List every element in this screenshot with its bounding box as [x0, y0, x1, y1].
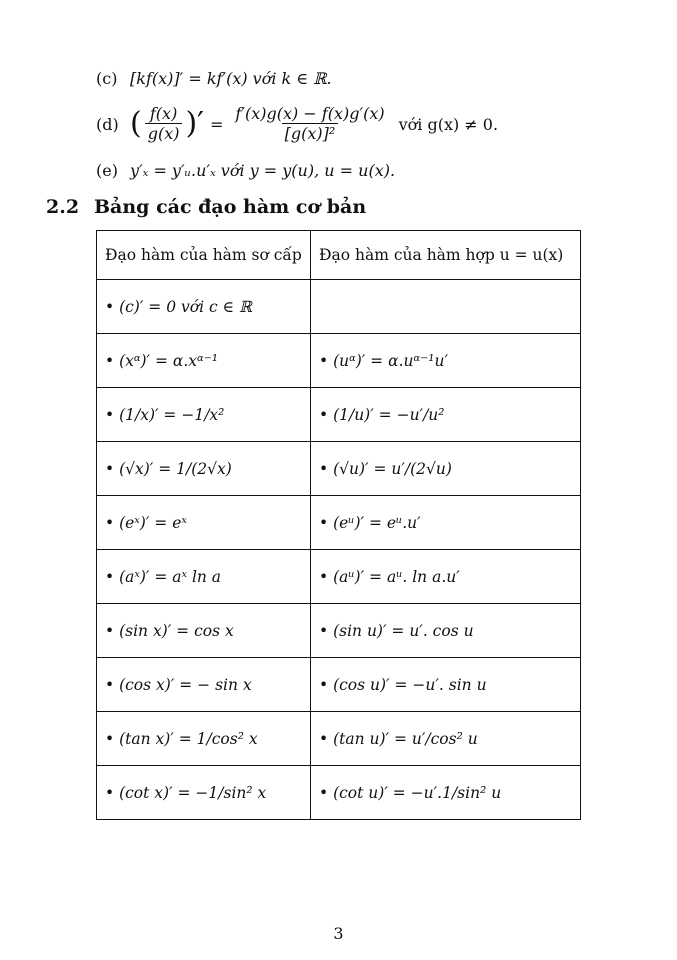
rule-formula: y′ₓ = y′ᵤ.u′ₓ với y = y(u), u = u(x). [130, 160, 396, 180]
table-row [97, 766, 581, 820]
table-cell: • (1/u)′ = −u′/u² [311, 388, 581, 442]
table-cell: • (cot x)′ = −1/sin² x [97, 766, 311, 820]
table-row [97, 280, 581, 334]
table-cell: • (cot u)′ = −u′.1/sin² u [311, 766, 581, 820]
header-elementary: Đạo hàm của hàm sơ cấp [97, 231, 311, 280]
table-cell: • (1/x)′ = −1/x² [97, 388, 311, 442]
rule-condition: với g(x) ≠ 0. [398, 114, 499, 134]
table-cell: • (xᵅ)′ = α.xᵅ⁻¹ [97, 334, 311, 388]
right-paren: )′ [185, 106, 204, 141]
section-heading [46, 196, 366, 218]
quotient-fraction [145, 105, 183, 144]
table-cell: • (eˣ)′ = eˣ [97, 496, 311, 550]
table-row [97, 658, 581, 712]
fraction-denominator: [g(x)]² [282, 123, 339, 143]
rule-label: (d) [96, 114, 119, 134]
section-title: Bảng các đạo hàm cơ bản [94, 196, 367, 218]
derivative-rules-list [96, 62, 616, 186]
table-cell: • (sin u)′ = u′. cos u [311, 604, 581, 658]
table-row [97, 334, 581, 388]
table-cell: • (cos x)′ = − sin x [97, 658, 311, 712]
left-paren: ( [130, 106, 142, 141]
table-cell: • (uᵅ)′ = α.uᵅ⁻¹u′ [311, 334, 581, 388]
table-cell: • (tan u)′ = u′/cos² u [311, 712, 581, 766]
table-cell: • (cos u)′ = −u′. sin u [311, 658, 581, 712]
table-row [97, 442, 581, 496]
table-row [97, 388, 581, 442]
table-cell: • (aˣ)′ = aˣ ln a [97, 550, 311, 604]
table-cell: • (aᵘ)′ = aᵘ. ln a.u′ [311, 550, 581, 604]
table-row [97, 712, 581, 766]
fraction-numerator: f′(x)g(x) − f(x)g′(x) [235, 103, 385, 123]
table-row [97, 496, 581, 550]
fraction-numerator: f(x) [149, 103, 178, 123]
rule-label: (c) [96, 68, 118, 88]
table-cell: • (√u)′ = u′/(2√u) [311, 442, 581, 496]
rule-label: (e) [96, 160, 118, 180]
table-cell: • (sin x)′ = cos x [97, 604, 311, 658]
rule-e [96, 154, 616, 186]
quotient-rule-fraction [232, 105, 387, 144]
table-cell: • (eᵘ)′ = eᵘ.u′ [311, 496, 581, 550]
rule-formula: [kf(x)]′ = kf′(x) với k ∈ ℝ. [130, 68, 332, 88]
page-number: 3 [333, 924, 344, 943]
equals-sign: = [209, 114, 224, 134]
table-cell: • (tan x)′ = 1/cos² x [97, 712, 311, 766]
table-cell: • (√x)′ = 1/(2√x) [97, 442, 311, 496]
table-header-row [97, 231, 581, 280]
table-cell: • (c)′ = 0 với c ∈ ℝ [97, 280, 311, 334]
table-cell [311, 280, 581, 334]
rule-c [96, 62, 616, 94]
section-number: 2.2 [46, 196, 80, 218]
header-composite: Đạo hàm của hàm hợp u = u(x) [311, 231, 581, 280]
fraction-denominator: g(x) [145, 123, 183, 143]
table-row [97, 604, 581, 658]
table-row [97, 550, 581, 604]
rule-d [96, 94, 616, 154]
derivative-table [96, 230, 581, 820]
